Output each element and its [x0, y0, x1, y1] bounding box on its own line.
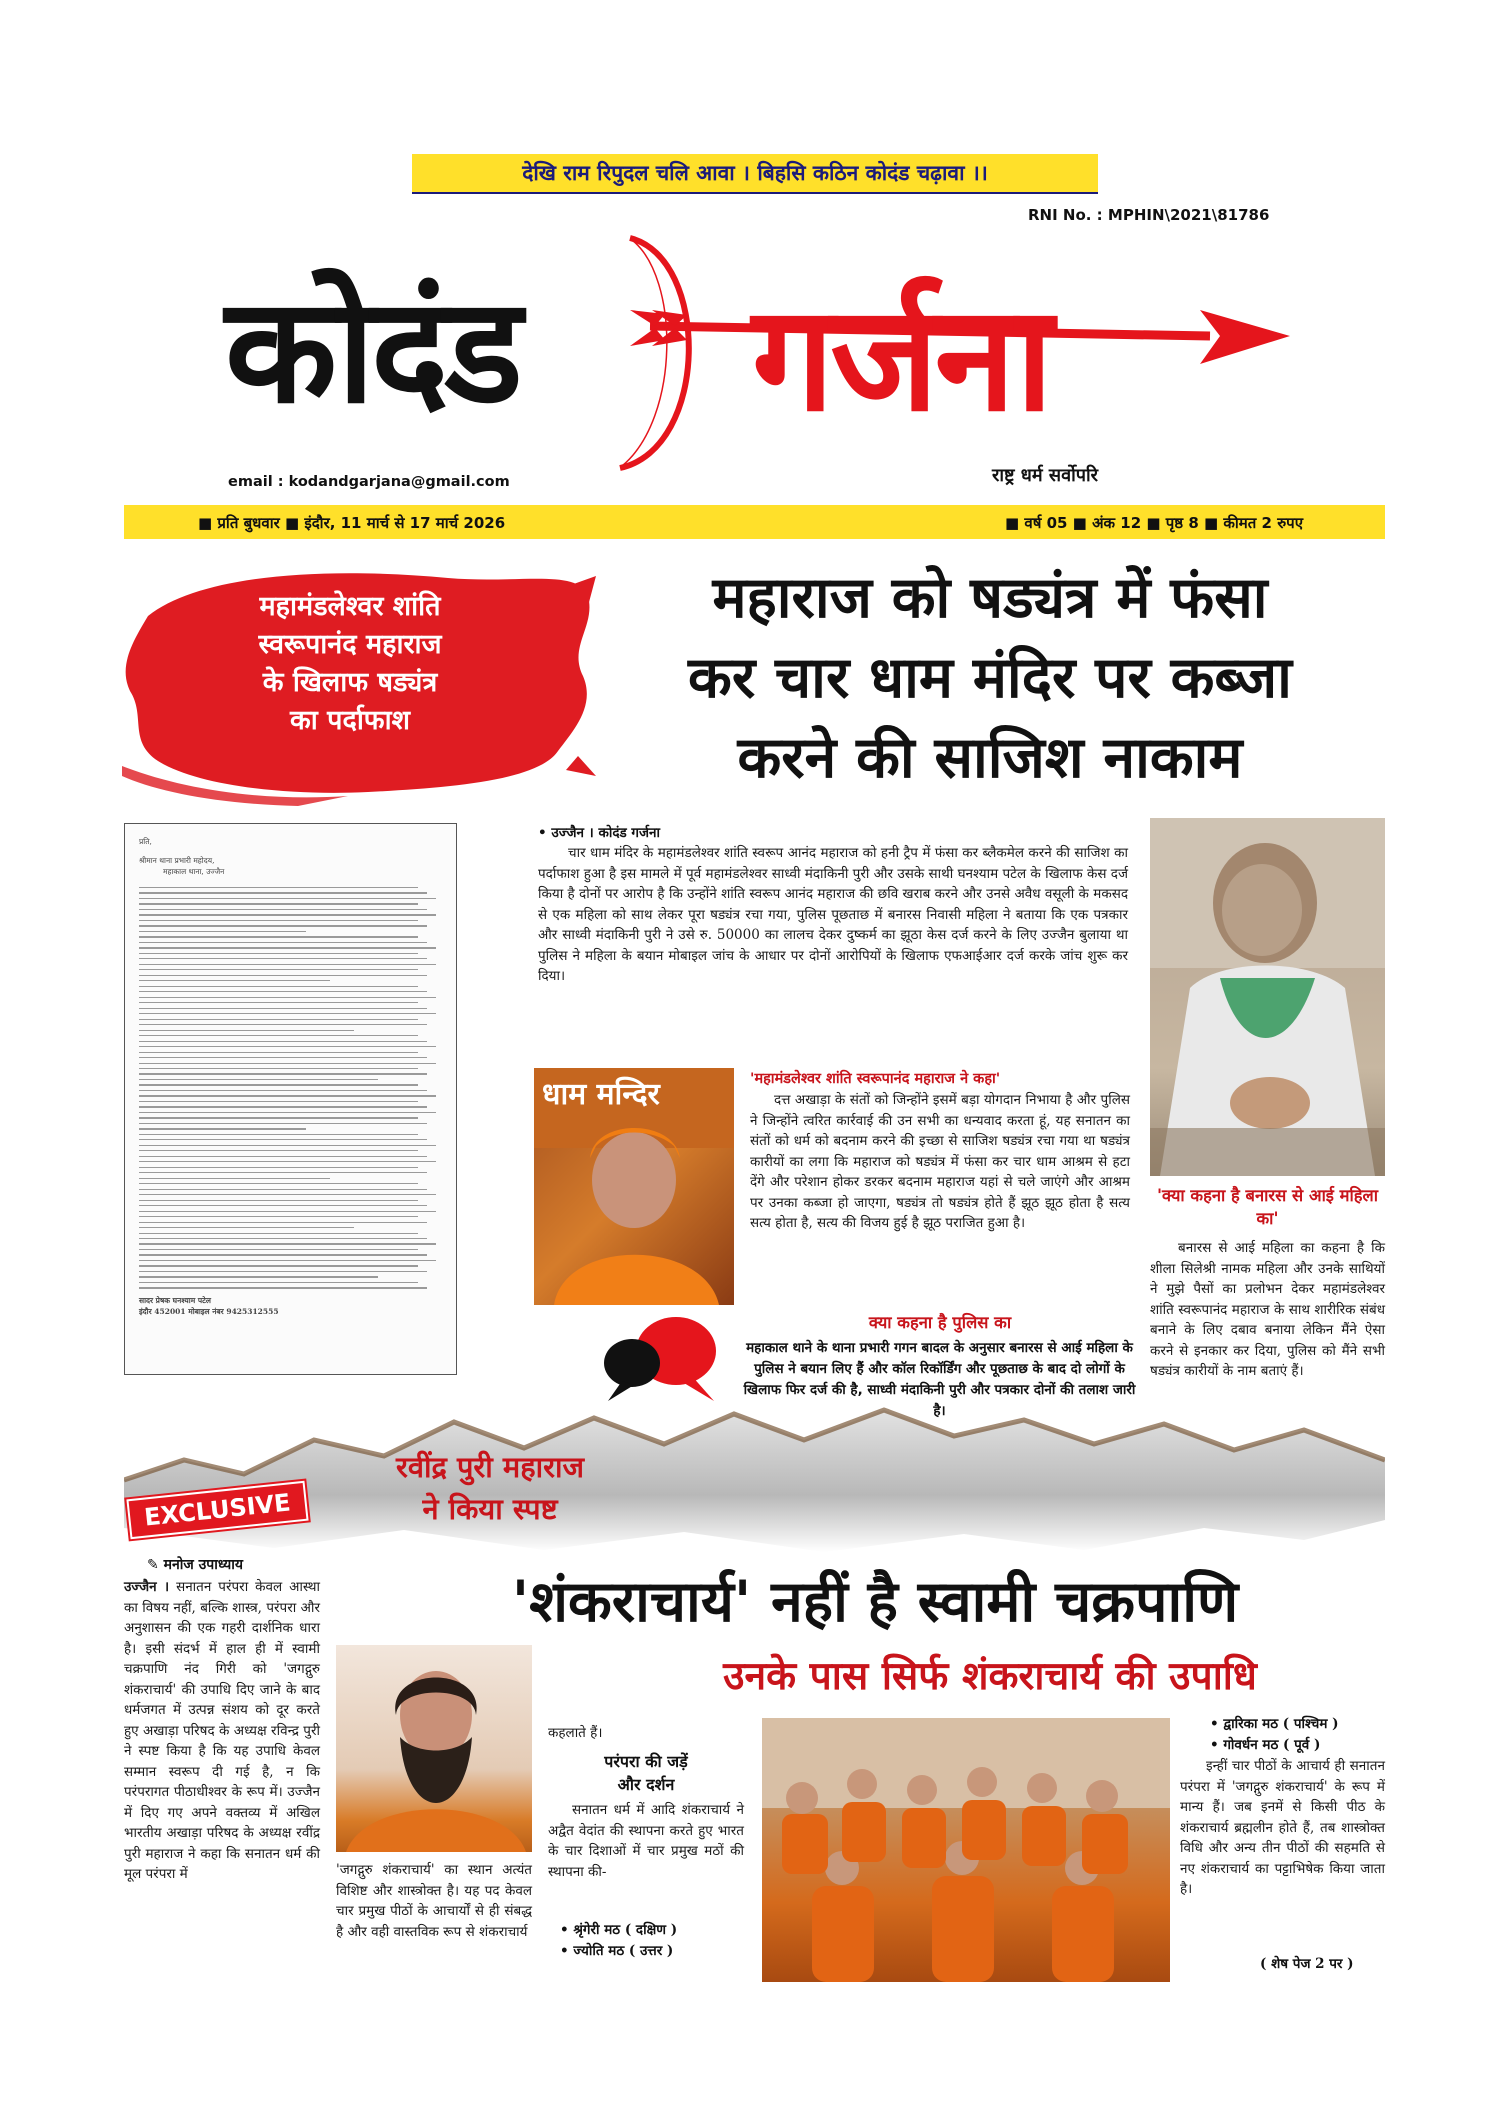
- letter-text-line: [139, 969, 418, 970]
- math-list-2: [1210, 1714, 1339, 1756]
- letter-text-line: [139, 936, 418, 937]
- police-heading: क्या कहना है पुलिस का: [868, 1313, 1012, 1332]
- letter-text-line: [139, 964, 436, 965]
- letter-text-line: [139, 925, 427, 926]
- headline-line: महाराज को षड्यंत्र में फंसा: [712, 565, 1268, 631]
- letter-text-line: [139, 980, 330, 981]
- masthead-email: email : kodandgarjana@gmail.com: [228, 474, 510, 490]
- letter-text-line: [139, 1024, 427, 1025]
- woman-photo-figure: [1150, 818, 1385, 1176]
- woman-caption: 'क्या कहना है बनारस से आई महिला का': [1156, 1186, 1379, 1228]
- second-subhead: उनके पास सिर्फ शंकराचार्य की उपाधि: [723, 1654, 1257, 1699]
- tagline-band: [412, 154, 1098, 192]
- letter-text-line: [139, 1282, 418, 1283]
- letter-text-line: [139, 1002, 418, 1003]
- letter-text-line: [139, 898, 436, 899]
- letter-text-line: [139, 1123, 427, 1124]
- issue-date: ■ प्रति बुधवार ■ इंदौर, 11 मार्च से 17 मार्च 2026: [198, 514, 506, 532]
- letter-text-line: [139, 1063, 436, 1064]
- letter-text-line: [139, 1112, 436, 1113]
- group-photo-figure: [762, 1718, 1170, 1982]
- letter-text-line: [139, 1101, 418, 1102]
- second-col5-body: इन्हीं चार पीठों के आचार्य ही सनातन परंपरा में 'जगद्गुरु शंकराचार्य' के रूप में मान्य हैं। जब इनमें से किसी पीठ के शंकराचार्य ब्रह्मलीन होते हैं, तब शास्त्रोक्त विधि और अन्य तीन पीठों की सहमति से नए शंकराचार्य का पट्टाभिषेक किया जाता है।: [1180, 1758, 1385, 1897]
- letter-text-line: [139, 1013, 436, 1014]
- letter-text-line: [139, 1150, 418, 1151]
- heading-line: और दर्शन: [617, 1775, 675, 1794]
- col1-text: सनातन परंपरा केवल आस्था का विषय नहीं, बल्कि शास्त्र, परंपरा और अनुशासन की एक गहरी दार्शनिक धारा है। इसी संदर्भ में हाल ही में स्वामी चक्रपाणि नंद गिरी को 'जगद्गुरु शंकराचार्य' की उपाधि दिए जाने के बाद धर्मजगत में उत्पन्न संशय को दूर करते हुए अखाड़ा परिषद के अध्यक्ष रविन्द्र पुरी ने स्पष्ट किया है कि यह उपाधि केवल सम्मान स्वरूप दी गई है, न कि परंपरागत पीठाधीश्वर के रूप में। उज्जैन में दिए गए अपने वक्तव्य में अखिल भारतीय अखाड़ा परिषद के अध्यक्ष रवींद्र पुरी महाराज ने कहा कि सनातन धर्म की मूल परंपरा में: [124, 1579, 321, 1882]
- letter-text-line: [139, 1172, 427, 1173]
- tagline-underline: [412, 192, 1098, 194]
- rni-number: RNI No. : MPHIN\2021\81786: [1028, 206, 1270, 224]
- letter-text-line: [139, 1145, 436, 1146]
- letter-text-line: [139, 1167, 418, 1168]
- letter-text-line: [139, 914, 436, 915]
- letter-text-line: [139, 947, 436, 948]
- letter-text-line: [139, 1095, 436, 1096]
- headline-line: करने की साजिश नाकाम: [737, 725, 1243, 791]
- letter-text-line: [139, 1216, 418, 1217]
- letter-text-line: [139, 1073, 427, 1074]
- letter-text-line: [139, 1008, 427, 1009]
- letter-text-line: [139, 892, 427, 893]
- letter-heading-line: प्रति,: [139, 837, 152, 846]
- issue-info-band: [124, 505, 1385, 539]
- letter-text-line: [139, 1019, 418, 1020]
- letter-text-line: [139, 958, 427, 959]
- dateline: उज्जैन ।: [124, 1579, 170, 1595]
- math-list-1: [560, 1920, 677, 1962]
- headline-line: कर चार धाम मंदिर पर कब्जा: [688, 645, 1292, 711]
- woman-body-text: बनारस से आई महिला का कहना है कि शीला सिलेश्री नामक महिला और उनके साथियों ने मुझे पैसों का प्रलोभन देकर महामंडलेश्वर शांति स्वरूपानंद महाराज के साथ शारीरिक संबंध बनाने के लिए दबाव बनाया लेकिन मैंने ऐसा करने से इनकार कर दिया, पुलिस को मैंने सभी षड्यंत्र कारीयों के नाम बताएं हैं।: [1150, 1240, 1385, 1379]
- second-col3-lead: कहलाते हैं।: [548, 1725, 603, 1741]
- splash-line: स्वरूपानंद महाराज: [258, 629, 442, 660]
- letter-text-line: [139, 909, 427, 910]
- letter-text-line: [139, 1243, 436, 1244]
- lead-body-text: चार धाम मंदिर के महामंडलेश्वर शांति स्वरूप आनंद महाराज को हनी ट्रैप में फंसा कर ब्लैकमेल करने की साजिश का पर्दाफाश हुआ है इस मामले में पूर्व महामंडलेश्वर साध्वी मंदाकिनी पुरी और उसके साथी घनश्याम पटेल के खिलाफ केस दर्ज किया है दोनों पर आरोप है कि उन्होंने शांति स्वरूप आनंद महाराज की छवि खराब करने और उनसे अवैध वसूली के मकसद से एक महिला को साथ लेकर पूरा षड्यंत्र रचा गया, पुलिस पूछताछ में बनारस निवासी महिला ने बताया कि एक पत्रकार और साध्वी मंदाकिनी पुरी ने उसे रु. 50000 का लालच देकर दुष्कर्म का झूठा केस दर्ज करने के लिए उज्जैन बुलाया था पुलिस ने महिला के बयान मोबाइल जांच के आधार पर दोनों आरोपियों के खिलाफ एफआईआर दर्ज करके जांच शुरू कर दिया।: [538, 845, 1129, 984]
- letter-text-line: [139, 1079, 378, 1080]
- letter-text-line: [139, 1287, 427, 1288]
- letter-text-line: [139, 1084, 418, 1085]
- letter-text-line: [139, 903, 418, 904]
- complaint-letter-image: [124, 823, 457, 1375]
- letter-text-line: [139, 1068, 418, 1069]
- ravindra-photo-figure: [336, 1645, 532, 1852]
- byline-name: मनोज उपाध्याय: [163, 1557, 244, 1573]
- letter-footer-line: इंदौर 452001 मोबाइल नंबर 9425312555: [139, 1306, 279, 1316]
- lead-byline: • उज्जैन । कोदंड गर्जना: [538, 825, 661, 841]
- maharaj-quote-heading: 'महामंडलेश्वर शांति स्वरूपानंद महाराज ने कहा': [750, 1071, 1001, 1087]
- ravindra-puri-photo: [336, 1645, 532, 1852]
- kicker-line: रवींद्र पुरी महाराज: [395, 1450, 585, 1484]
- math-item: • द्वारिका मठ ( पश्चिम ): [1210, 1716, 1339, 1732]
- letter-text-line: [139, 1106, 427, 1107]
- letter-text-line: [139, 931, 306, 932]
- second-col1-body: [124, 1577, 320, 1885]
- letter-text-line: [139, 887, 418, 888]
- letter-text-line: [139, 1233, 418, 1234]
- letter-text-line: [139, 1265, 418, 1266]
- letter-text-line: [139, 920, 418, 921]
- letter-text-line: [139, 986, 418, 987]
- letter-heading-line: श्रीमान थाना प्रभारी महोदय,: [139, 856, 215, 865]
- letter-text-line: [139, 1276, 378, 1277]
- letter-text-line: [139, 953, 418, 954]
- letter-text-line: [139, 1046, 436, 1047]
- letter-text-line: [139, 1254, 427, 1255]
- masthead-title-left: कोदंड: [225, 266, 519, 436]
- heading-line: परंपरा की जड़ें: [604, 1752, 688, 1771]
- second-byline: [147, 1555, 243, 1574]
- letter-text-line: [139, 1200, 418, 1201]
- kicker-line: ने किया स्पष्ट: [422, 1492, 558, 1526]
- math-item: • ज्योति मठ ( उत्तर ): [560, 1943, 674, 1959]
- temple-sign-text: धाम मन्दिर: [542, 1077, 660, 1112]
- letter-text-line: [139, 1211, 436, 1212]
- letter-text-line: [139, 1156, 427, 1157]
- splash-line: महामंडलेश्वर शांति: [259, 591, 441, 622]
- woman-photo: [1150, 818, 1385, 1176]
- letter-text-line: [139, 1057, 427, 1058]
- issue-number: ■ वर्ष 05 ■ अंक 12 ■ पृष्ठ 8 ■ कीमत 2 रुपए: [1004, 514, 1303, 532]
- torn-paper-band: [124, 1400, 1385, 1570]
- letter-text-line: [139, 1189, 427, 1190]
- letter-text-line: [139, 1052, 418, 1053]
- pen-icon: ✎: [147, 1557, 159, 1573]
- letter-text-line: [139, 1035, 418, 1036]
- speech-bubbles-icon: [596, 1313, 726, 1403]
- letter-text-line: [139, 1030, 354, 1031]
- letter-text-line: [139, 1249, 418, 1250]
- splash-line: का पर्दाफाश: [290, 705, 410, 736]
- letter-text-line: [139, 1117, 418, 1118]
- lead-headline: [580, 558, 1400, 798]
- letter-text-line: [139, 942, 427, 943]
- second-headline: 'शंकराचार्य' नहीं है स्वामी चक्रपाणि: [511, 1569, 1239, 1635]
- maharaj-quote-body: दत्त अखाड़ा के संतों को जिन्होंने इसमें बड़ा योगदान निभाया है और पुलिस ने जिन्होंने त्वरित कार्रवाई की उन सभी का धन्यवाद करता हूं, यह सनातन का संतों को धर्म को बदनाम करने की इच्छा से साजिश षड्यंत्र रचा गया था षड्यंत्र कारीयों का लगा कि महाराज को षड्यंत्र में फंसा कर चार धाम आश्रम से हटा देंगे और परेशान होकर डरकर बदनाम महाराज यहां से चले जाएंगे और आश्रम पर उनका कब्जा हो जाएगा, षड्यंत्र तो षड्यंत्र होते हैं झूठ झूठ होता है सत्य सत्य होता है, सत्य की विजय हुई है झूठ पराजित हुआ है।: [750, 1092, 1130, 1231]
- letter-text-line: [139, 1194, 436, 1195]
- exclusive-badge: EXCLUSIVE: [126, 1481, 308, 1539]
- letter-text-line: [139, 1041, 427, 1042]
- letter-text-line: [139, 1128, 306, 1129]
- letter-text-line: [139, 1090, 427, 1091]
- second-col2-body: 'जगद्गुरु शंकराचार्य' का स्थान अत्यंत विशिष्ट और शास्त्रोक्त है। यह पद केवल चार प्रमुख पीठों के आचार्यों से ही संबद्ध है और वही वास्तविक रूप से शंकराचार्य: [336, 1862, 532, 1940]
- letter-text-line: [139, 997, 436, 998]
- maharaj-photo: [534, 1068, 734, 1305]
- continued-note: ( शेष पेज 2 पर ): [1260, 1956, 1354, 1972]
- letter-text-line: [139, 1260, 436, 1261]
- splash-line: के खिलाफ षड्यंत्र: [262, 667, 438, 698]
- letter-text-line: [139, 1238, 427, 1239]
- letter-text-line: [139, 1205, 427, 1206]
- letter-text-line: [139, 1134, 418, 1135]
- letter-text-line: [139, 975, 427, 976]
- letter-text-line: [139, 991, 427, 992]
- letter-text-line: [139, 1178, 330, 1179]
- second-col3-body: सनातन धर्म में आदि शंकराचार्य ने अद्वैत वेदांत की स्थापना करते हुए भारत के चार दिशाओं में चार प्रमुख मठों की स्थापना की-: [548, 1802, 744, 1880]
- letter-text-line: [139, 1139, 427, 1140]
- letter-footer-line: सादर प्रेषक घनश्याम पटेल: [139, 1295, 211, 1305]
- police-body-text: महाकाल थाने के थाना प्रभारी गगन बादल के अनुसार बनारस से आई महिला के पुलिस ने बयान लिए हैं और कॉल रिकॉर्डिंग और पूछताछ के बाद दो लोगों के खिलाफ फिर दर्ज की है, साध्वी मंदाकिनी पुरी और पत्रकार दोनों की तलाश जारी है।: [743, 1340, 1136, 1419]
- math-item: • श्रृंगेरी मठ ( दक्षिण ): [560, 1922, 678, 1938]
- parampara-heading: [548, 1750, 744, 1796]
- letter-text-line: [139, 1161, 436, 1162]
- second-kicker: [340, 1446, 640, 1530]
- saints-group-photo: [762, 1718, 1170, 1982]
- tagline-text: देखि राम रिपुदल चलि आवा । बिहसि कठिन कोदंड चढ़ावा ।।: [522, 161, 988, 185]
- letter-text-line: [139, 1271, 427, 1272]
- letter-heading-line: महाकाल थाना, उज्जैन: [163, 867, 225, 876]
- letter-text-line: [139, 1222, 427, 1223]
- masthead-title-right: गर्जना: [752, 274, 1050, 444]
- splash-kicker: [200, 588, 500, 740]
- masthead-motto: राष्ट्र धर्म सर्वोपरि: [992, 465, 1098, 486]
- letter-text-lines: [139, 887, 442, 1289]
- math-item: • गोवर्धन मठ ( पूर्व ): [1210, 1737, 1321, 1753]
- letter-text-line: [139, 1227, 354, 1228]
- letter-text-line: [139, 1183, 418, 1184]
